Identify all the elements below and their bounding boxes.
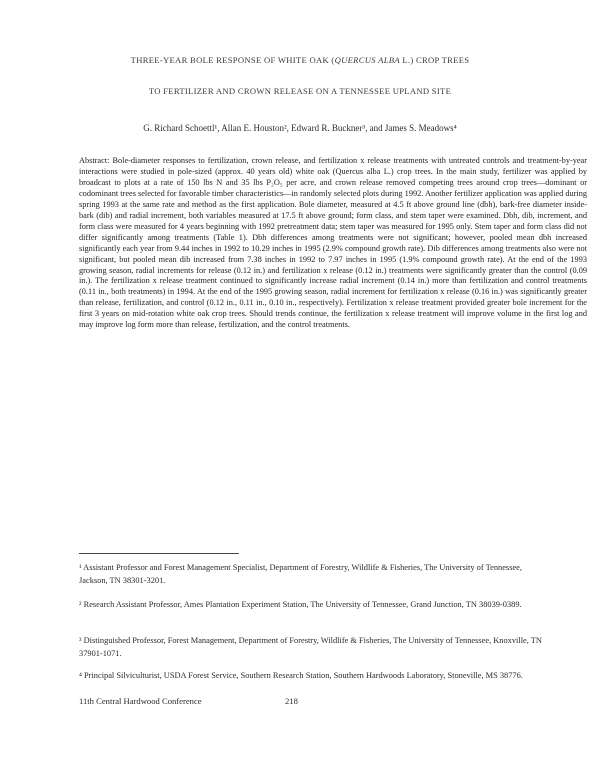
footnote-3: ³ Distinguished Professor, Forest Management, Department of Forestry, Wildlife & Fisheries, The University of Tennessee, Knoxville, TN 37901-1071. [79,636,542,658]
abstract-text: Bole-diameter responses to fertilization, crown release, and fertilization x release treatments with untreated controls and treatment-by-year interactions were studied in pole-sized (approx. 40 years old) white oak (Quercus alba L.) crop trees. In the main study, fertilizer was applied by broadcast to plots at a rate of 150 lbs N and 35 lbs P₂O₅ per acre, and crown release removed competing trees around crop trees—dominant or codominant trees selected for favorable timber characteristics—in randomly selected plots during 1992. Another fertilizer application was applied during spring 1993 at the same rate and method as the first application. Bole diameter, measured at 4.5 ft above ground line (dbh), bark-free diameter inside-bark (dib) and radial increment, both variables measured at 17.5 ft above ground; form class, and stem taper were examined. Dbh, dib, increment, and form class were measured for 4 years beginning with 1992 pretreatment data; stem taper was measured for 1995 only. Stem taper and form class did not differ significantly among treatments (Table 1). Dbh differences among treatments were not significant; however, pooled mean dbh increased significantly each year from 9.44 inches in 1992 to 10.29 inches in 1995 (2.9% compound growth rate). Dib differences among treatments also were not significant, but pooled mean dib increased from 7.38 inches in 1992 to 7.97 inches in 1995 (1.9% compound growth rate). At the end of the 1993 growing season, radial increments for release (0.12 in.) and fertilization x release (0.12 in.) treatments were significantly greater than the control (0.09 in.). The fertilization x release treatment continued to significantly increase radial increment (0.14 in.) more than fertilization and control treatments (0.11 in., both treatments) in 1994. At the end of the 1995 growing season, radial increment for fertilization x release (0.16 in.) was significantly greater than release, fertilization, and control (0.12 in., 0.11 in., 0.10 in., respectively). Fertilization x release treatment provided greater bole increment for the first 3 years on mid-rotation white oak crop trees. Should trends continue, the fertilization x release treatment will improve volume in the first log and may improve log form more than release, fertilization, and the control treatments. [79,156,588,330]
footnote-separator [79,553,239,554]
page-number: 218 [285,696,298,706]
title-suffix: L.) CROP TREES [399,55,470,65]
author-list: G. Richard Schoettl¹, Allan E. Houston², Edward R. Buckner³, and James S. Meadows⁴ [143,123,457,133]
title-prefix: THREE-YEAR BOLE RESPONSE OF WHITE OAK ( [130,55,335,65]
conference-name: 11th Central Hardwood Conference [79,696,202,706]
paper-title-line-2: TO FERTILIZER AND CROWN RELEASE ON A TENNESSEE UPLAND SITE [148,86,452,96]
abstract-label: Abstract: [79,156,110,165]
title-italic-species: QUERCUS ALBA [334,55,400,65]
footnote-4: ⁴ Principal Silviculturist, USDA Forest Service, Southern Research Station, Southern Hardwoods Laboratory, Stoneville, MS 38776. [79,671,523,680]
footnote-1: ¹ Assistant Professor and Forest Management Specialist, Department of Forestry, Wildlife & Fisheries, The University of Tennessee, Jackson, TN 38301-3201. [79,563,522,585]
abstract [79,156,587,331]
footnote-2: ² Research Assistant Professor, Ames Plantation Experiment Station, The University of Tennessee, Grand Junction, TN 38039-0389. [79,600,522,609]
paper-title-line-1 [0,55,600,65]
